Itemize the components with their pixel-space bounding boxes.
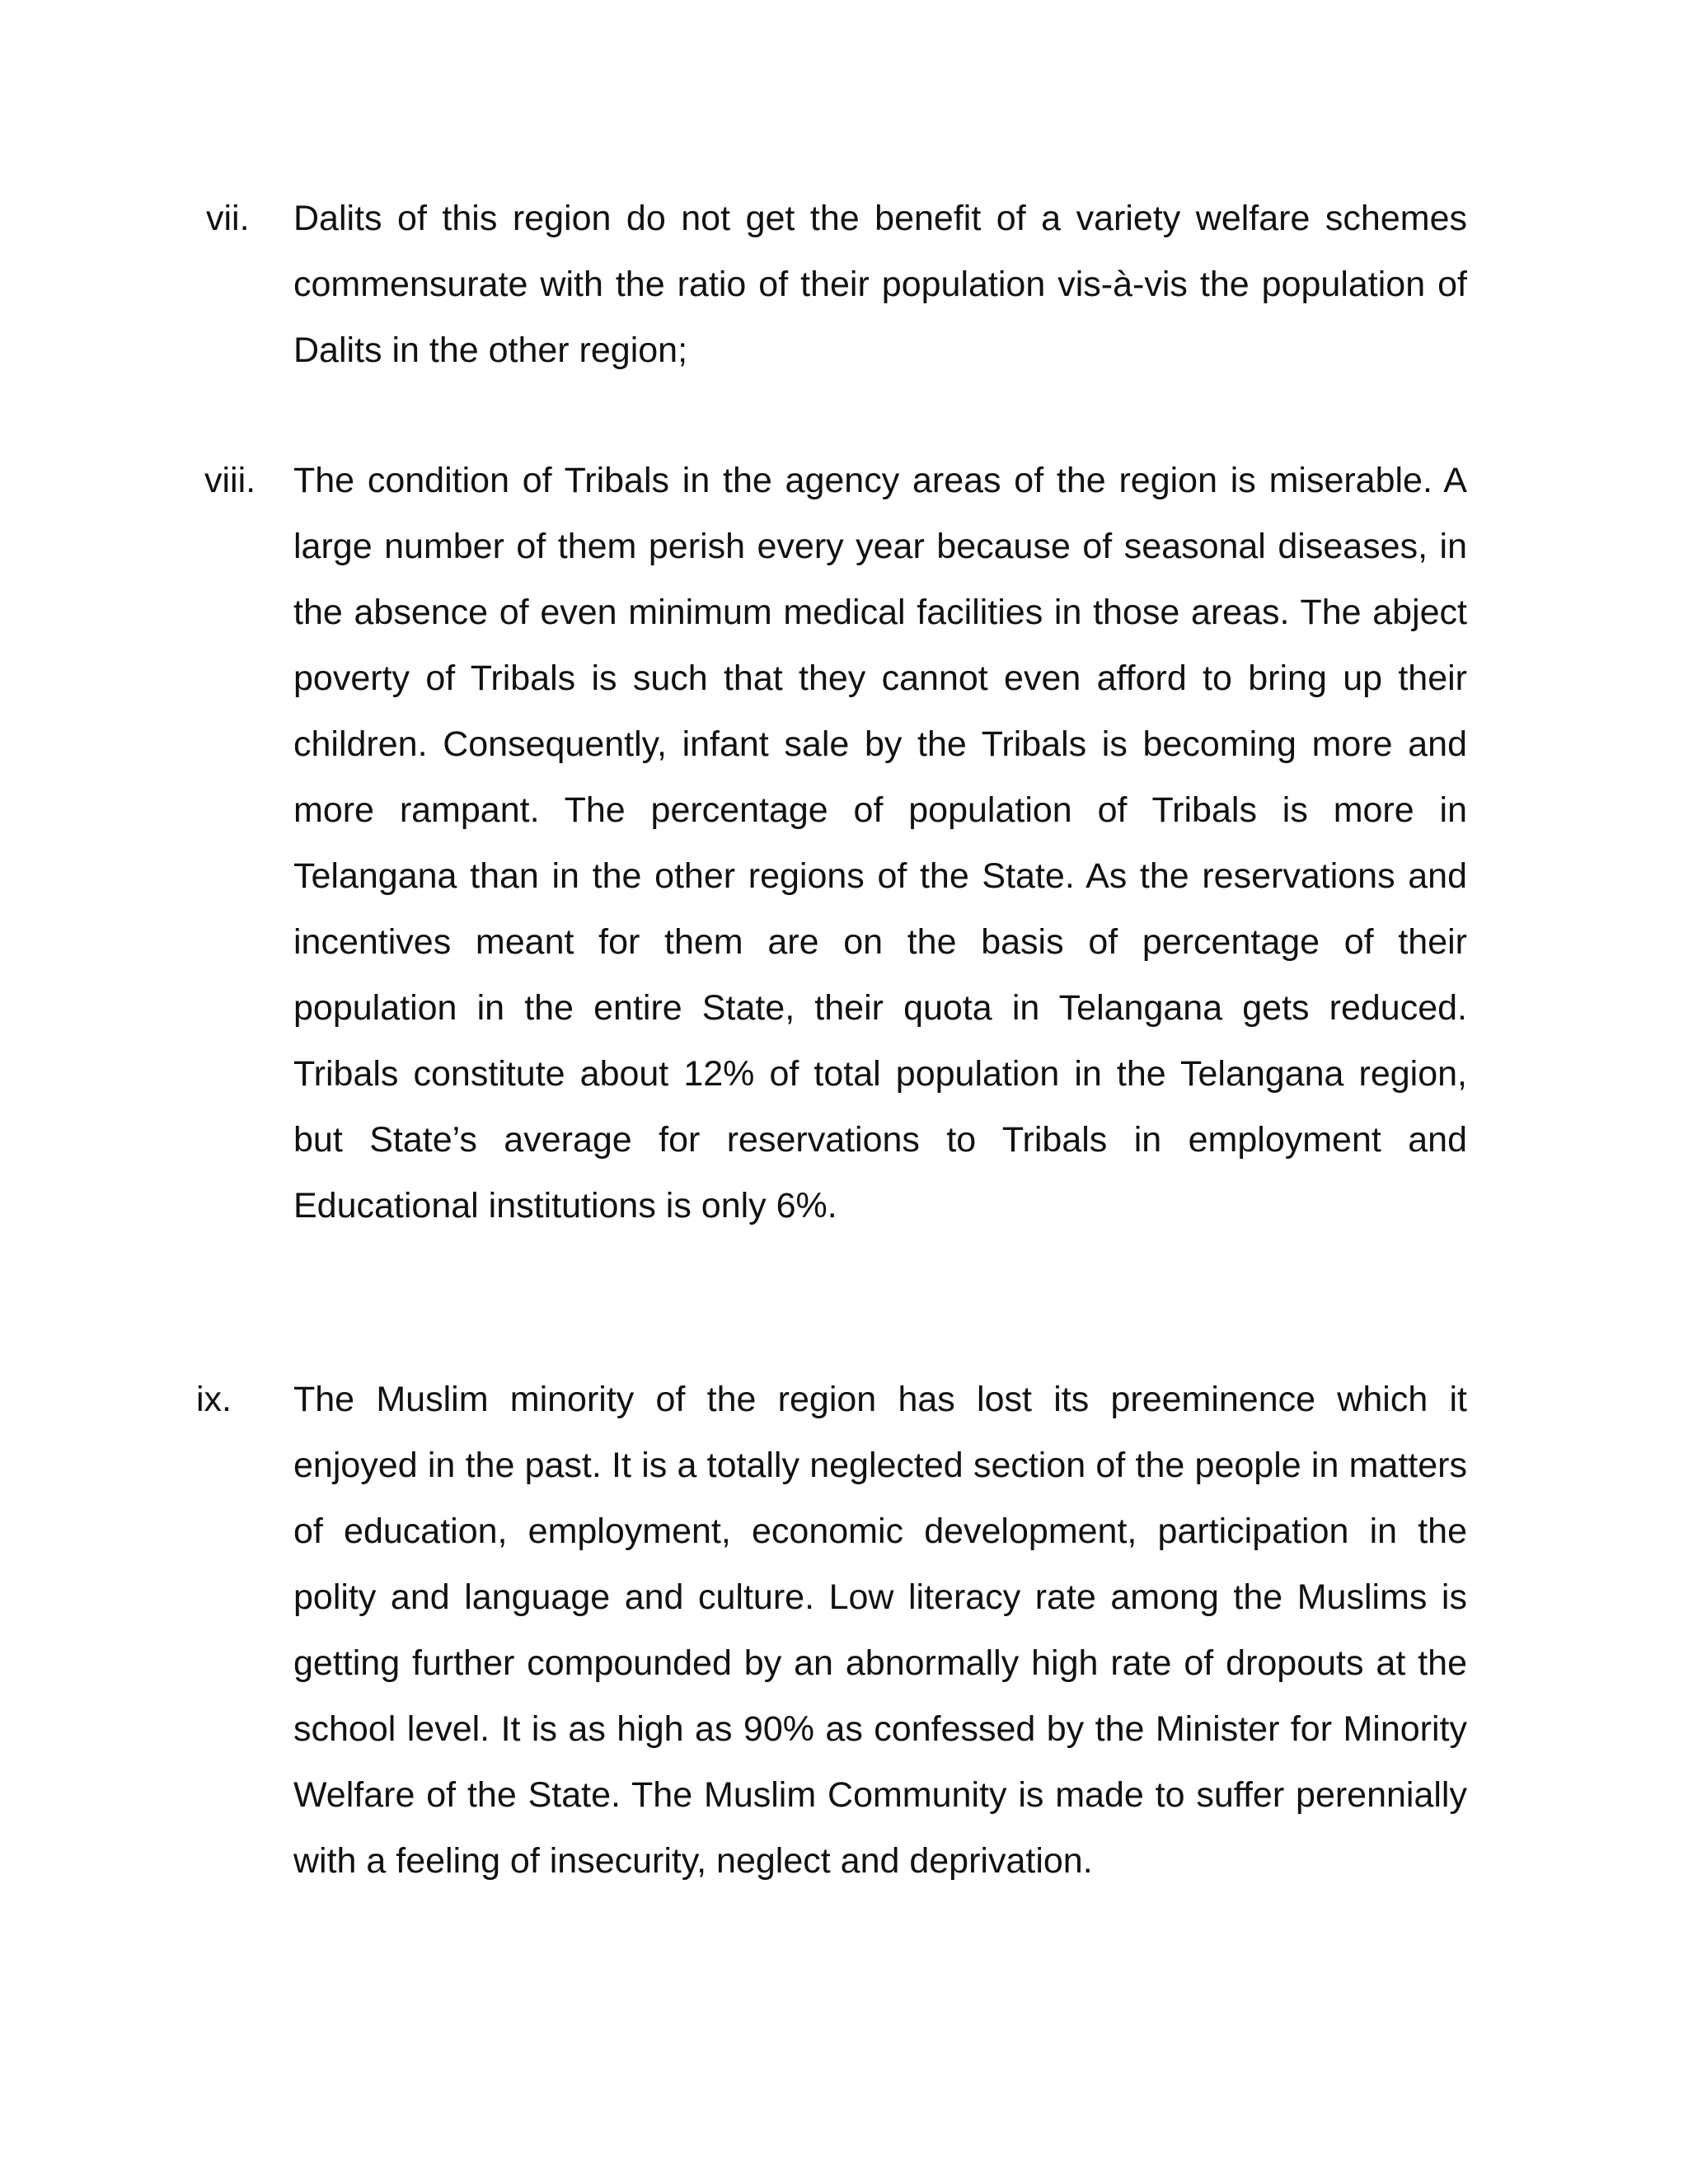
item-paragraph: Dalits of this region do not get the benefit of a variety welfare schemes commensurate with the ratio of their population vis-à-vis the population of Dalits in the other region; [293,199,1467,370]
item-number: ix. [196,1380,232,1419]
item-paragraph: The condition of Tribals in the agency areas of the region is miserable. A large number of them perish every year because of seasonal diseases, in the absence of even minimum medical facilities in those areas. The abject poverty of Tribals is such that they cannot even afford to bring up their children. Consequently, infant sale by the Tribals is becoming more and more rampant. The percentage of population of Tribals is more in Telangana than in the other regions of the State. As the reservations and incentives meant for them are on the basis of percentage of their population in the entire State, their quota in Telangana gets reduced. Tribals constitute about 12% of total population in the Telangana region, but State’s average for reservations to Tribals in employment and Educational institutions is only 6%. [293,461,1467,1226]
item-number: viii. [204,461,256,500]
item-paragraph: The Muslim minority of the region has lost its preeminence which it enjoyed in the past. It is a totally neglected section of the people in matters of education, employment, economic development, participation in the polity and language and culture. Low literacy rate among the Muslims is getting further compounded by an abnormally high rate of dropouts at the school level. It is as high as 90% as confessed by the Minister for Minority Welfare of the State. The Muslim Community is made to suffer perennially with a feeling of insecurity, neglect and deprivation. [293,1380,1467,1881]
item-number: vii. [206,199,250,238]
